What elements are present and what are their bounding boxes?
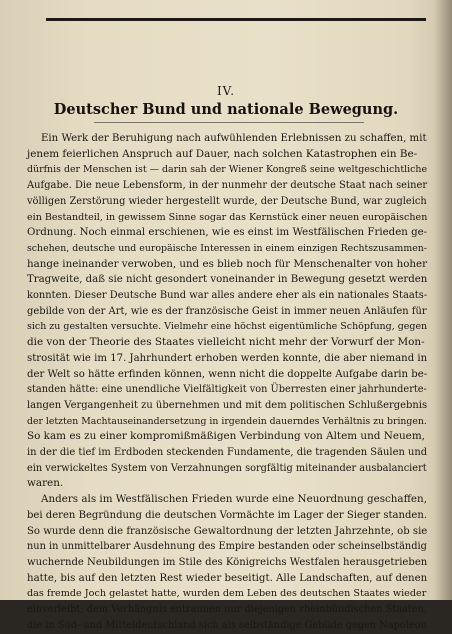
text-line: Anders als im Westfälischen Frieden wurde eine Neuordnung geschaffen, — [41, 493, 427, 506]
title-underline — [94, 122, 364, 123]
text-line: konnten. Dieser Deutsche Bund war alles andere eher als ein nationales Staats- — [27, 290, 428, 302]
paragraph-2 — [27, 492, 427, 633]
text-line: das fremde Joch gelastet hatte, wurden dem Leben des deutschen Staates wieder — [27, 588, 427, 600]
text-line: Aufgabe. Die neue Lebensform, in der nunmehr der deutsche Staat nach seiner — [27, 180, 428, 192]
text-line: waren. — [27, 477, 64, 490]
chapter-number: IV. — [216, 84, 236, 98]
text-line: einverleibt; dem Verhängnis entrannen nur diejenigen rheinbündischen Staaten, — [27, 604, 427, 616]
header-rule — [46, 18, 426, 21]
text-line: hange ineinander verwoben, und es blieb noch für Menschenalter von hoher — [27, 257, 428, 270]
chapter-title: Deutscher Bund und nationale Bewegung. — [53, 101, 399, 118]
text-line: Ein Werk der Beruhigung nach aufwühlenden Erlebnissen zu schaffen, mit — [41, 133, 427, 144]
text-line: wuchernde Neubildungen im Stile des Königreichs Westfalen herausgetrieben — [27, 556, 428, 568]
text-line: Tragweite, daß sie nicht gesondert voneinander in Bewegung gesetzt werden — [27, 274, 428, 286]
text-line: standen hätte: eine unendliche Vielfältigkeit von Überresten einer jahrhunderte- — [27, 384, 427, 396]
text-line: Ordnung. Noch einmal erschienen, wie es einst im Westfälischen Frieden ge- — [27, 227, 428, 239]
text-line: die von der Theorie des Staates vielleicht nicht mehr der Vorwurf der Mon- — [27, 336, 425, 349]
text-line: in der die tief im Erdboden steckenden Fundamente, die tragenden Säulen und — [27, 447, 428, 459]
text-line: So wurde denn die französische Gewaltordnung der letzten Jahrzehnte, ob sie — [27, 525, 428, 537]
text-line: hatte, bis auf den letzten Rest wieder beseitigt. Alle Landschaften, auf denen — [27, 572, 428, 584]
text-line: völligen Zerstörung wieder hergestellt wurde, der Deutsche Bund, war zugleich — [27, 195, 427, 207]
text-line: bei deren Begründung die deutschen Vormächte im Lager der Sieger standen. — [27, 509, 428, 521]
text-line: langen Vergangenheit zu übernehmen und mit dem politischen Schlußergebnis — [27, 399, 428, 411]
text-line: strosität wie im 17. Jahrhundert erhoben werden konnte, die aber niemand in — [27, 352, 428, 364]
text-line: nun in unmittelbarer Ausdehnung des Empire bestanden oder scheinselbständig — [27, 541, 427, 553]
page-edge-shadow — [434, 0, 452, 600]
text-line: So kam es zu einer kompromißmäßigen Verbindung von Altem und Neuem, — [27, 430, 425, 443]
text-line: der Welt so hätte erfinden können, wenn nicht die doppelte Aufgabe darin be- — [27, 368, 428, 380]
text-line: jenem feierlichen Anspruch auf Dauer, nach solchen Katastrophen ein Be- — [27, 147, 418, 160]
text-line: ein verwickeltes System von Verzahnungen sorgfältig miteinander ausbalanciert — [27, 462, 427, 474]
text-line: schehen, deutsche und europäische Interessen in einem einzigen Rechtszusammen- — [27, 242, 427, 254]
text-line: ein Bestandteil, in gewissem Sinne sogar das Kernstück einer neuen europäischen — [27, 211, 428, 223]
text-line: sich zu gestalten versuchte. Vielmehr eine höchst eigentümliche Schöpfung, gegen — [27, 321, 428, 333]
text-line: der letzten Machtauseinandersetzung in irgendein dauerndes Verhältnis zu bringen. — [27, 415, 427, 427]
text-line: gebilde von der Art, wie es der französische Geist in immer neuen Anläufen für — [27, 305, 427, 317]
body-text — [27, 131, 427, 634]
text-line: die in Süd- und Mitteldeutschland sich als selbständige Gebilde gegen Napoleon — [27, 619, 427, 631]
text-line: dürfnis der Menschen ist — darin sah der Wiener Kongreß seine weltgeschichtliche — [27, 164, 428, 176]
paragraph-1 — [27, 131, 427, 492]
